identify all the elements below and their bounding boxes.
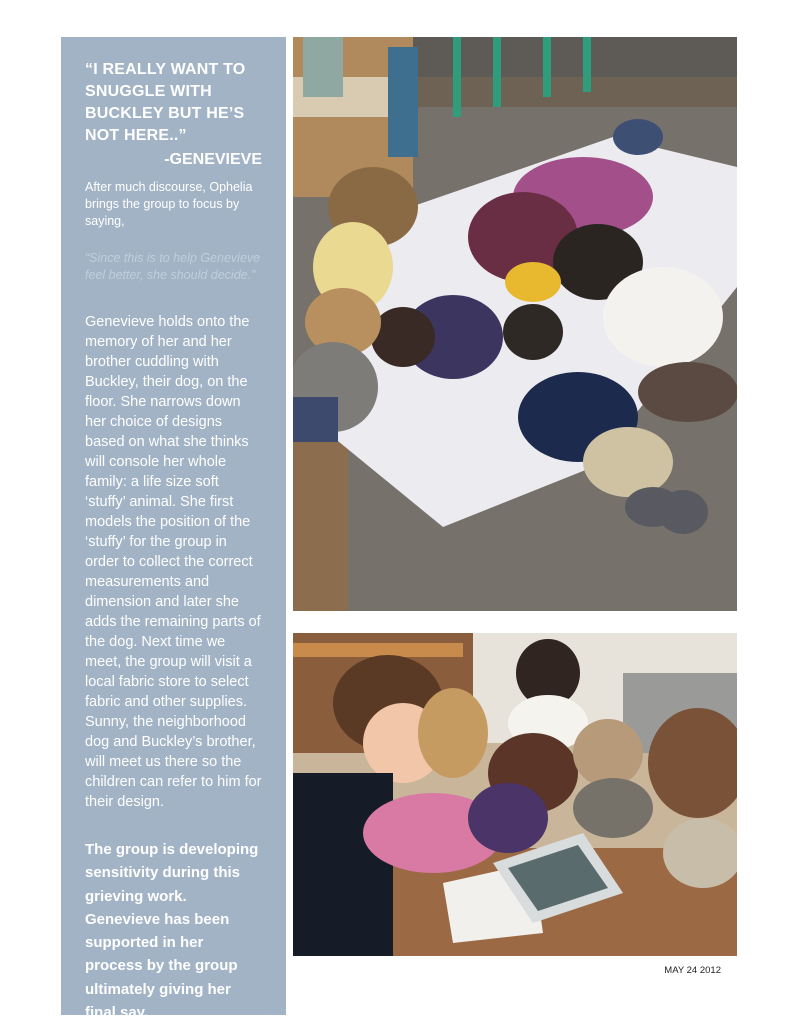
conclusion-text: The group is developing sensitivity during this grieving work. Genevieve has been supported in her process by the group ultimately giving her final say.: [85, 841, 259, 1022]
faint-quote: “Since this is to help Genevieve feel better, she should decide.”: [85, 251, 261, 282]
photo-children-drawing-on-floor: [293, 37, 737, 611]
text-sidebar: [61, 37, 286, 1022]
date-label: MAY 24 2012: [664, 965, 721, 976]
photo-children-with-tablet: [293, 633, 737, 956]
pull-quote: “I REALLY WANT TO SNUGGLE WITH BUCKLEY BUT HE’S NOT HERE..”: [85, 61, 246, 144]
quote-author: -GENEVIEVE: [164, 151, 262, 168]
intro-text: After much discourse, Ophelia brings the group to focus by saying,: [85, 180, 253, 228]
body-text: Genevieve holds onto the memory of her and her brother cuddling with Buckley, their dog, on the floor. She narrows down her choice of designs based on what she thinks will console her whole family: a life size soft ‘stuffy’ animal. She first models the position of the ‘stuffy’ for the group in order to collect the correct measurements and dimension and later she adds the remaining parts of the dog. Next time we meet, the group will visit a local fabric store to select fabric and other supplies. Sunny, the neighborhood dog and Buckley’s brother, will meet us there so the children can refer to him for their design.: [85, 314, 262, 810]
